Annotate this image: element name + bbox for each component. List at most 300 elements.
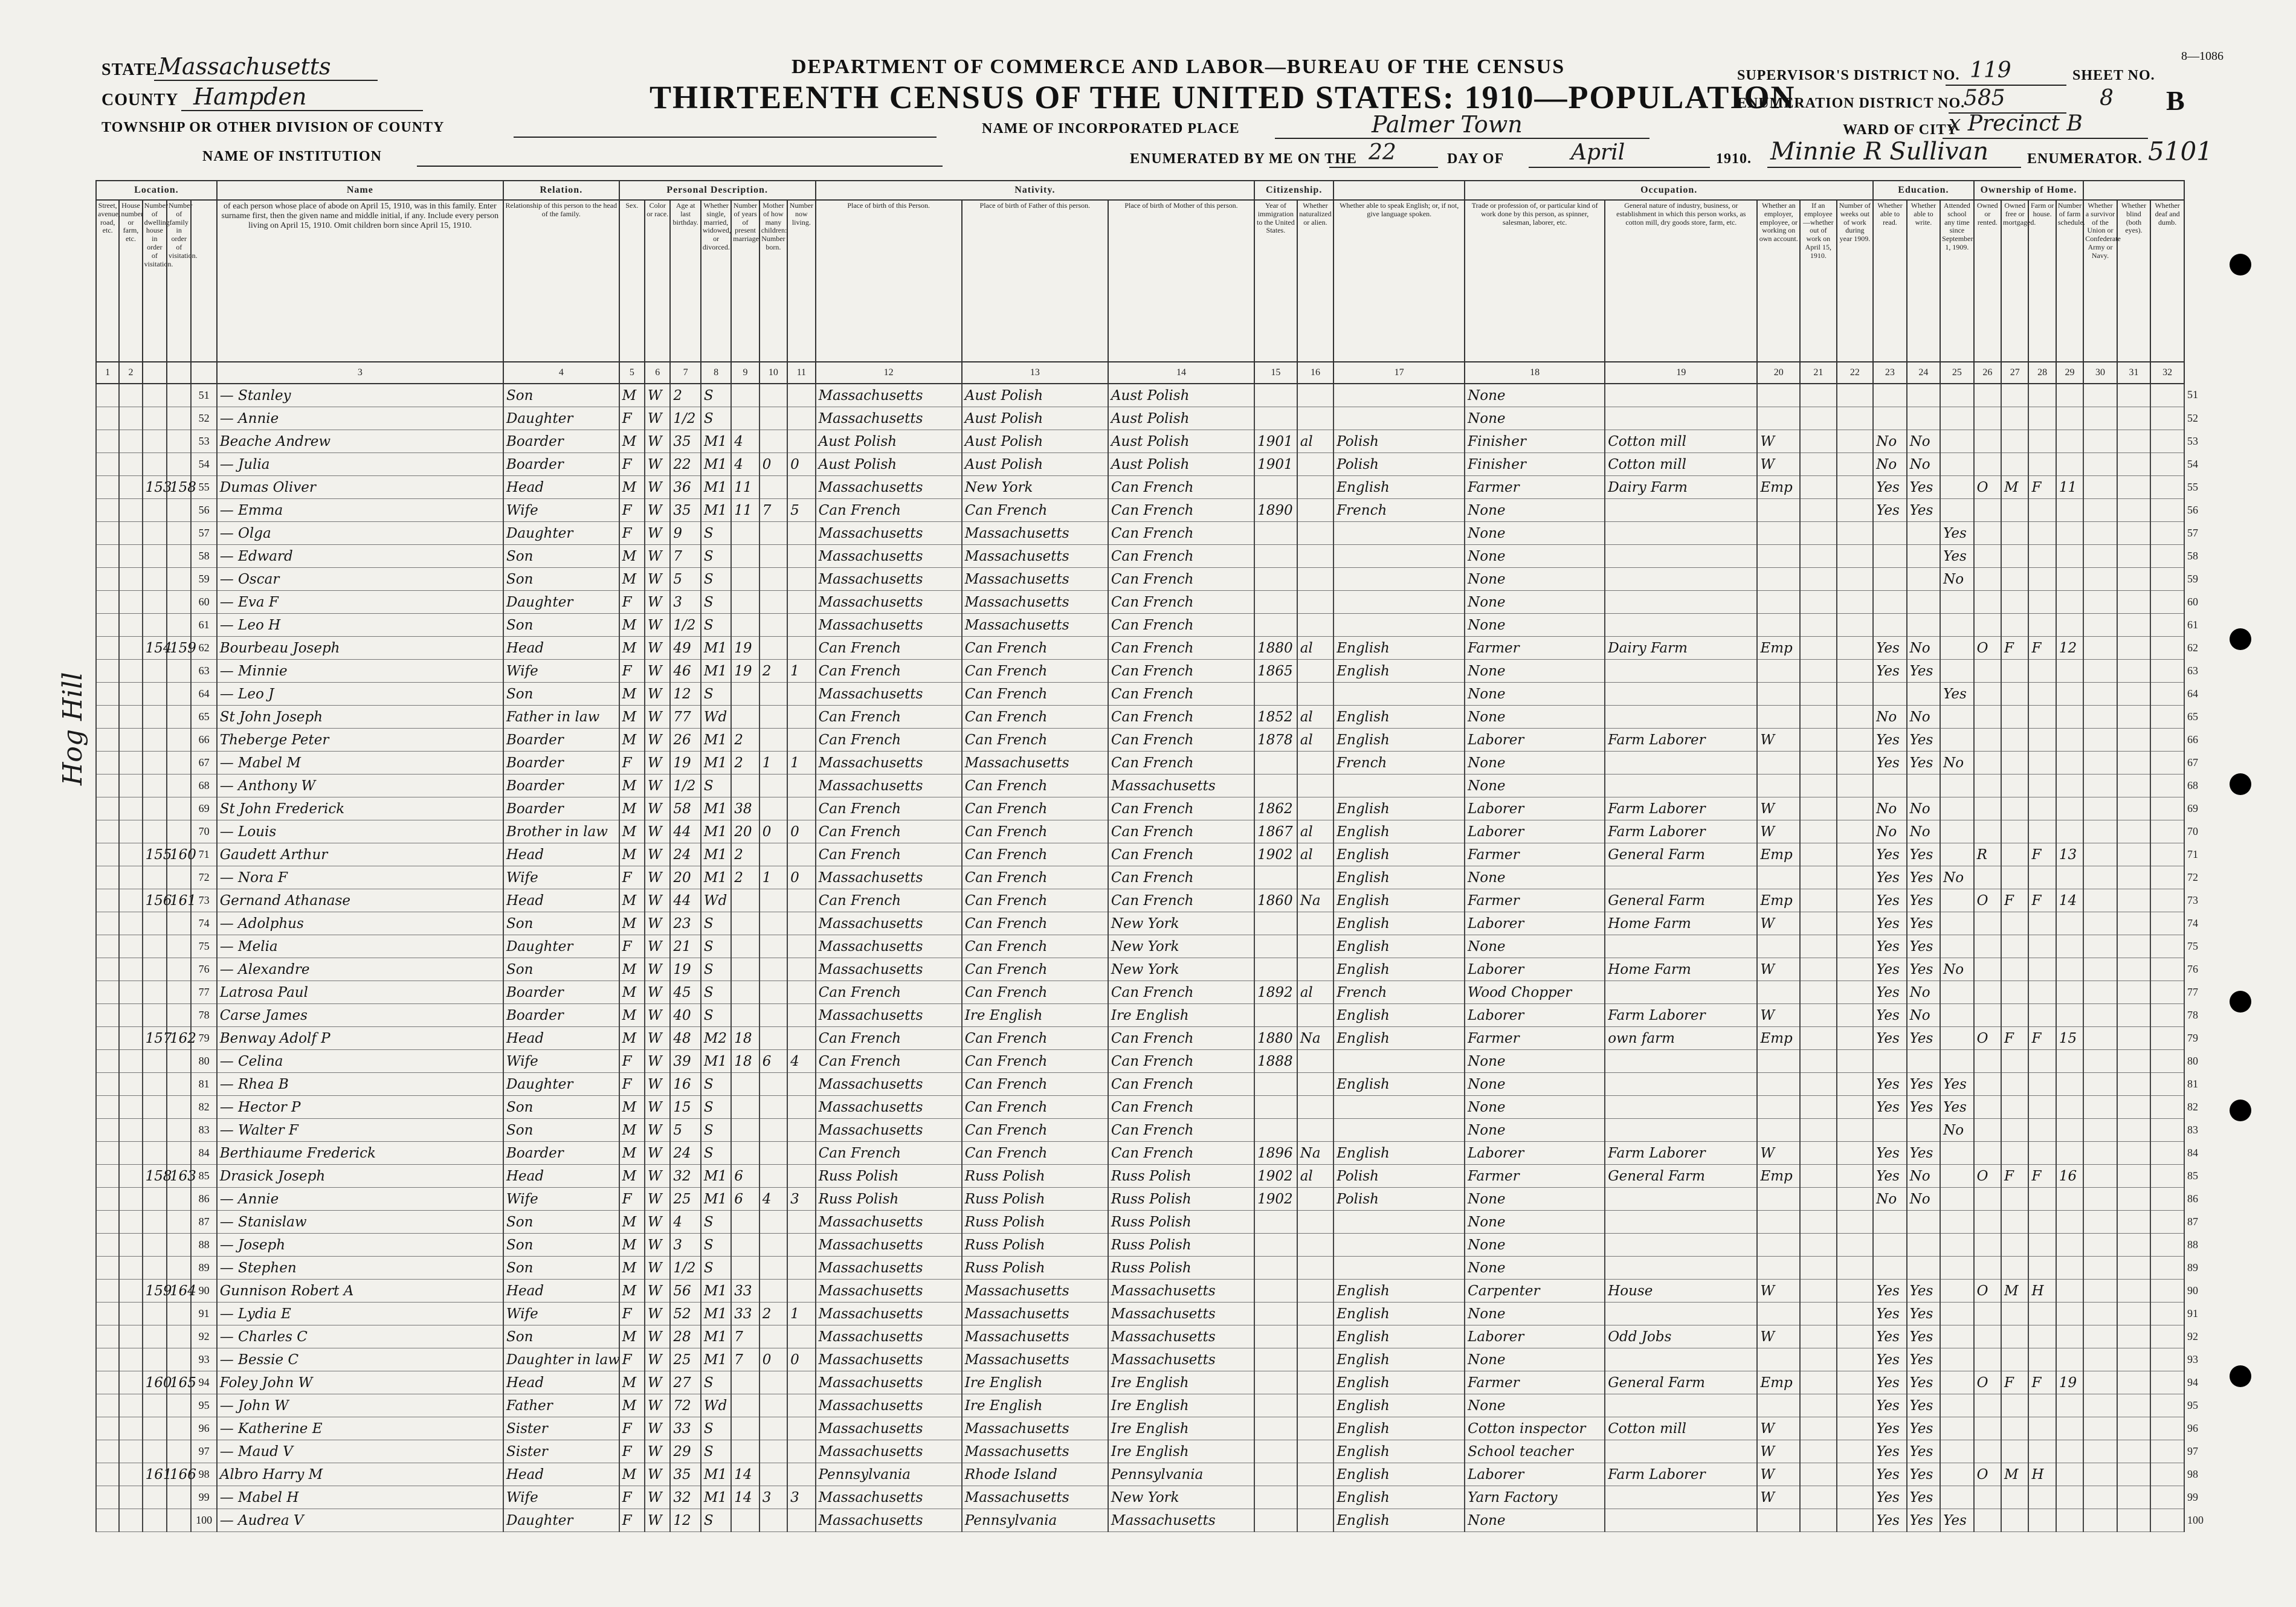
cell-sex: M bbox=[619, 1394, 645, 1417]
cell-read: Yes bbox=[1873, 729, 1906, 752]
cell-line: 72 bbox=[191, 866, 216, 889]
cell-mort bbox=[2001, 1303, 2028, 1325]
cell-imm bbox=[1254, 1303, 1297, 1325]
cell-empty bbox=[2117, 729, 2150, 752]
cell-own bbox=[1974, 1050, 2001, 1073]
right-line-number: 68 bbox=[2187, 779, 2198, 791]
cell-school bbox=[1940, 1165, 1974, 1188]
cell-empty bbox=[119, 1486, 142, 1509]
cell-lang bbox=[1333, 407, 1465, 430]
column-number: 15 bbox=[1254, 362, 1297, 384]
cell-empty bbox=[2150, 568, 2184, 591]
cell-pobf: Can French bbox=[962, 797, 1108, 820]
cell-race: W bbox=[645, 1119, 670, 1142]
cell-ind bbox=[1605, 407, 1757, 430]
cell-imm bbox=[1254, 476, 1297, 499]
cell-dw bbox=[143, 1257, 167, 1280]
cell-emp bbox=[1757, 1394, 1800, 1417]
cell-lang bbox=[1333, 1257, 1465, 1280]
cell-imm: 1901 bbox=[1254, 453, 1297, 476]
cell-pobm: Can French bbox=[1108, 889, 1254, 912]
cell-fam: 159 bbox=[167, 637, 191, 660]
right-line-number: 52 bbox=[2187, 411, 2198, 424]
cell-empty bbox=[2150, 476, 2184, 499]
cell-sex: M bbox=[619, 820, 645, 843]
cell-line: 51 bbox=[191, 384, 216, 407]
cell-nat: al bbox=[1297, 706, 1334, 729]
cell-empty bbox=[1800, 889, 1837, 912]
cell-farm bbox=[2056, 1188, 2083, 1211]
cell-empty bbox=[2150, 958, 2184, 981]
cell-occ: None bbox=[1465, 1394, 1605, 1417]
cell-fam bbox=[167, 1417, 191, 1440]
cell-race: W bbox=[645, 1325, 670, 1348]
cell-ms: S bbox=[701, 912, 731, 935]
cell-mort bbox=[2001, 935, 2028, 958]
cell-sex: M bbox=[619, 568, 645, 591]
cell-yrs: 20 bbox=[731, 820, 759, 843]
cell-line: 97 bbox=[191, 1440, 216, 1463]
cell-sex: M bbox=[619, 1257, 645, 1280]
cell-write: Yes bbox=[1907, 1394, 1940, 1417]
cell-imm bbox=[1254, 1073, 1297, 1096]
cell-read: No bbox=[1873, 430, 1906, 453]
cell-name: — Celina bbox=[217, 1050, 503, 1073]
cell-empty bbox=[1800, 1440, 1837, 1463]
cell-ind: Farm Laborer bbox=[1605, 1004, 1757, 1027]
cell-pob: Aust Polish bbox=[816, 453, 962, 476]
cell-fh bbox=[2028, 1004, 2056, 1027]
cell-empty bbox=[1837, 660, 1874, 683]
col-header-language: Whether able to speak English; or, if not, give language spoken. bbox=[1333, 200, 1465, 362]
cell-born: 0 bbox=[759, 453, 787, 476]
cell-living bbox=[787, 706, 815, 729]
cell-imm: 1901 bbox=[1254, 430, 1297, 453]
cell-yrs: 7 bbox=[731, 1325, 759, 1348]
column-number: 21 bbox=[1800, 362, 1837, 384]
cell-sex: F bbox=[619, 499, 645, 522]
cell-living bbox=[787, 430, 815, 453]
cell-lang: English bbox=[1333, 820, 1465, 843]
cell-dw bbox=[143, 453, 167, 476]
cell-ms: S bbox=[701, 384, 731, 407]
cell-empty bbox=[119, 1050, 142, 1073]
cell-born: 0 bbox=[759, 820, 787, 843]
column-number bbox=[191, 362, 216, 384]
cell-empty bbox=[1837, 820, 1874, 843]
cell-pobm: Russ Polish bbox=[1108, 1234, 1254, 1257]
sheet-number: 8 bbox=[2100, 86, 2114, 111]
cell-occ: Farmer bbox=[1465, 476, 1605, 499]
cell-pobm: Can French bbox=[1108, 820, 1254, 843]
cell-name: — Audrea V bbox=[217, 1509, 503, 1532]
cell-line: 58 bbox=[191, 545, 216, 568]
column-number bbox=[167, 362, 191, 384]
cell-ind bbox=[1605, 775, 1757, 797]
cell-pobm: Can French bbox=[1108, 545, 1254, 568]
cell-yrs: 6 bbox=[731, 1165, 759, 1188]
cell-age: 39 bbox=[670, 1050, 700, 1073]
cell-empty bbox=[119, 775, 142, 797]
cell-school bbox=[1940, 1004, 1974, 1027]
cell-pobf: Russ Polish bbox=[962, 1211, 1108, 1234]
cell-empty bbox=[96, 522, 119, 545]
cell-empty bbox=[1837, 1371, 1874, 1394]
cell-living: 1 bbox=[787, 660, 815, 683]
cell-pobm: New York bbox=[1108, 935, 1254, 958]
cell-farm bbox=[2056, 1509, 2083, 1532]
cell-name: — John W bbox=[217, 1394, 503, 1417]
cell-emp bbox=[1757, 1096, 1800, 1119]
group-location: Location. bbox=[96, 181, 217, 200]
cell-pobm: Massachusetts bbox=[1108, 1280, 1254, 1303]
cell-emp: W bbox=[1757, 1004, 1800, 1027]
cell-pobm: Ire English bbox=[1108, 1440, 1254, 1463]
cell-farm bbox=[2056, 706, 2083, 729]
cell-imm bbox=[1254, 1257, 1297, 1280]
cell-rel: Son bbox=[503, 683, 619, 706]
cell-imm: 1867 bbox=[1254, 820, 1297, 843]
cell-empty bbox=[2117, 958, 2150, 981]
cell-pob: Massachusetts bbox=[816, 1257, 962, 1280]
cell-empty bbox=[2150, 706, 2184, 729]
cell-farm bbox=[2056, 1004, 2083, 1027]
cell-empty bbox=[2117, 912, 2150, 935]
cell-empty bbox=[1800, 1142, 1837, 1165]
cell-born bbox=[759, 775, 787, 797]
cell-imm: 1902 bbox=[1254, 1188, 1297, 1211]
cell-fam bbox=[167, 660, 191, 683]
cell-born bbox=[759, 1280, 787, 1303]
cell-empty bbox=[2083, 1119, 2117, 1142]
cell-read bbox=[1873, 384, 1906, 407]
cell-dw bbox=[143, 1004, 167, 1027]
cell-mort bbox=[2001, 384, 2028, 407]
cell-empty bbox=[1800, 1463, 1837, 1486]
cell-pobm: Massachusetts bbox=[1108, 1348, 1254, 1371]
cell-born bbox=[759, 797, 787, 820]
cell-empty bbox=[1837, 935, 1874, 958]
cell-write: Yes bbox=[1907, 912, 1940, 935]
cell-dw: 161 bbox=[143, 1463, 167, 1486]
cell-line: 83 bbox=[191, 1119, 216, 1142]
cell-fh: F bbox=[2028, 637, 2056, 660]
table-row bbox=[96, 1463, 2184, 1486]
cell-farm bbox=[2056, 1096, 2083, 1119]
cell-occ: Wood Chopper bbox=[1465, 981, 1605, 1004]
cell-fh bbox=[2028, 1486, 2056, 1509]
cell-empty bbox=[1837, 958, 1874, 981]
right-line-number: 100 bbox=[2187, 1513, 2204, 1526]
cell-empty bbox=[1800, 1027, 1837, 1050]
cell-race: W bbox=[645, 889, 670, 912]
cell-line: 60 bbox=[191, 591, 216, 614]
cell-rel: Sister bbox=[503, 1417, 619, 1440]
column-number: 30 bbox=[2083, 362, 2117, 384]
cell-empty bbox=[96, 1371, 119, 1394]
cell-read bbox=[1873, 522, 1906, 545]
col-header-immigration-year: Year of immigration to the United States. bbox=[1254, 200, 1297, 362]
cell-dw bbox=[143, 568, 167, 591]
year-label: 1910. bbox=[1716, 151, 1752, 167]
cell-name: — Mabel H bbox=[217, 1486, 503, 1509]
cell-imm bbox=[1254, 1004, 1297, 1027]
cell-occ: Cotton inspector bbox=[1465, 1417, 1605, 1440]
cell-empty bbox=[1800, 729, 1837, 752]
cell-fam bbox=[167, 499, 191, 522]
column-number-row bbox=[96, 362, 2184, 384]
cell-empty bbox=[96, 660, 119, 683]
cell-own bbox=[1974, 1142, 2001, 1165]
cell-empty bbox=[2117, 1280, 2150, 1303]
group-nativity: Nativity. bbox=[816, 181, 1254, 200]
cell-line: 90 bbox=[191, 1280, 216, 1303]
cell-born bbox=[759, 430, 787, 453]
cell-lang bbox=[1333, 568, 1465, 591]
cell-nat bbox=[1297, 866, 1334, 889]
enumeration-district-label: ENUMERATION DISTRICT NO. bbox=[1737, 95, 1965, 111]
cell-name: — Maud V bbox=[217, 1440, 503, 1463]
cell-write bbox=[1907, 1257, 1940, 1280]
cell-line: 91 bbox=[191, 1303, 216, 1325]
day-underline bbox=[1329, 167, 1438, 168]
cell-empty bbox=[1837, 1325, 1874, 1348]
cell-mort bbox=[2001, 706, 2028, 729]
cell-sex: F bbox=[619, 866, 645, 889]
table-row bbox=[96, 1073, 2184, 1096]
right-line-number: 99 bbox=[2187, 1490, 2198, 1503]
cell-ms: M1 bbox=[701, 820, 731, 843]
cell-empty bbox=[96, 1096, 119, 1119]
cell-nat: Na bbox=[1297, 1027, 1334, 1050]
cell-rel: Son bbox=[503, 1211, 619, 1234]
cell-yrs bbox=[731, 958, 759, 981]
cell-age: 5 bbox=[670, 1119, 700, 1142]
cell-rel: Wife bbox=[503, 1188, 619, 1211]
cell-empty bbox=[2117, 1394, 2150, 1417]
cell-sex: F bbox=[619, 1486, 645, 1509]
cell-empty bbox=[119, 797, 142, 820]
cell-fam bbox=[167, 958, 191, 981]
cell-yrs: 4 bbox=[731, 430, 759, 453]
cell-ind bbox=[1605, 935, 1757, 958]
cell-race: W bbox=[645, 430, 670, 453]
cell-rel: Son bbox=[503, 1234, 619, 1257]
cell-rel: Boarder bbox=[503, 1004, 619, 1027]
cell-empty bbox=[96, 866, 119, 889]
cell-ms: M1 bbox=[701, 476, 731, 499]
cell-sex: M bbox=[619, 1096, 645, 1119]
cell-read bbox=[1873, 1234, 1906, 1257]
cell-school bbox=[1940, 889, 1974, 912]
cell-empty bbox=[1800, 545, 1837, 568]
cell-age: 56 bbox=[670, 1280, 700, 1303]
cell-own bbox=[1974, 981, 2001, 1004]
column-number: 29 bbox=[2056, 362, 2083, 384]
cell-yrs: 18 bbox=[731, 1027, 759, 1050]
cell-farm: 16 bbox=[2056, 1165, 2083, 1188]
cell-write: No bbox=[1907, 797, 1940, 820]
cell-read bbox=[1873, 1211, 1906, 1234]
cell-empty bbox=[1837, 1165, 1874, 1188]
cell-empty bbox=[1800, 935, 1837, 958]
cell-born bbox=[759, 614, 787, 637]
cell-lang: English bbox=[1333, 1027, 1465, 1050]
cell-school bbox=[1940, 1394, 1974, 1417]
cell-lang: English bbox=[1333, 912, 1465, 935]
cell-pob: Massachusetts bbox=[816, 1234, 962, 1257]
cell-empty bbox=[96, 752, 119, 775]
cell-empty bbox=[1837, 407, 1874, 430]
cell-yrs bbox=[731, 1509, 759, 1532]
cell-imm bbox=[1254, 1509, 1297, 1532]
cell-pob: Massachusetts bbox=[816, 1303, 962, 1325]
cell-own bbox=[1974, 1234, 2001, 1257]
cell-imm bbox=[1254, 1348, 1297, 1371]
cell-empty bbox=[2150, 430, 2184, 453]
cell-empty bbox=[119, 1234, 142, 1257]
cell-age: 46 bbox=[670, 660, 700, 683]
cell-emp bbox=[1757, 591, 1800, 614]
cell-read: No bbox=[1873, 797, 1906, 820]
cell-nat bbox=[1297, 1348, 1334, 1371]
cell-name: Drasick Joseph bbox=[217, 1165, 503, 1188]
cell-empty bbox=[119, 522, 142, 545]
cell-imm bbox=[1254, 752, 1297, 775]
right-line-number: 67 bbox=[2187, 756, 2198, 768]
table-row bbox=[96, 1486, 2184, 1509]
cell-imm bbox=[1254, 545, 1297, 568]
cell-write: Yes bbox=[1907, 1348, 1940, 1371]
cell-farm: 12 bbox=[2056, 637, 2083, 660]
cell-imm: 1880 bbox=[1254, 1027, 1297, 1050]
cell-line: 64 bbox=[191, 683, 216, 706]
cell-dw bbox=[143, 1211, 167, 1234]
cell-emp bbox=[1757, 1257, 1800, 1280]
cell-empty bbox=[1800, 1234, 1837, 1257]
cell-age: 2 bbox=[670, 384, 700, 407]
cell-rel: Father bbox=[503, 1394, 619, 1417]
cell-school: No bbox=[1940, 958, 1974, 981]
cell-empty bbox=[2117, 1188, 2150, 1211]
cell-nat bbox=[1297, 591, 1334, 614]
cell-age: 16 bbox=[670, 1073, 700, 1096]
cell-empty bbox=[119, 729, 142, 752]
cell-born bbox=[759, 1371, 787, 1394]
cell-pobf: Massachusetts bbox=[962, 1280, 1108, 1303]
cell-fam bbox=[167, 1211, 191, 1234]
cell-pobm: Ire English bbox=[1108, 1417, 1254, 1440]
cell-empty bbox=[2083, 1165, 2117, 1188]
table-row bbox=[96, 591, 2184, 614]
cell-pobf: Massachusetts bbox=[962, 1417, 1108, 1440]
cell-school: No bbox=[1940, 568, 1974, 591]
cell-pob: Massachusetts bbox=[816, 1211, 962, 1234]
cell-lang bbox=[1333, 1119, 1465, 1142]
cell-empty bbox=[1800, 683, 1837, 706]
cell-ind: General Farm bbox=[1605, 889, 1757, 912]
cell-rel: Head bbox=[503, 843, 619, 866]
cell-line: 56 bbox=[191, 499, 216, 522]
cell-fam: 165 bbox=[167, 1371, 191, 1394]
cell-pobm: Can French bbox=[1108, 843, 1254, 866]
cell-nat bbox=[1297, 1417, 1334, 1440]
stamped-number: 5101 bbox=[2148, 137, 2213, 166]
cell-emp bbox=[1757, 935, 1800, 958]
cell-living bbox=[787, 1371, 815, 1394]
cell-imm bbox=[1254, 1394, 1297, 1417]
cell-empty bbox=[1800, 1096, 1837, 1119]
cell-occ: Farmer bbox=[1465, 1027, 1605, 1050]
cell-school bbox=[1940, 1440, 1974, 1463]
group-ownership: Ownership of Home. bbox=[1974, 181, 2084, 200]
cell-empty bbox=[2150, 775, 2184, 797]
cell-empty bbox=[2083, 752, 2117, 775]
cell-ind bbox=[1605, 752, 1757, 775]
table-row bbox=[96, 683, 2184, 706]
cell-race: W bbox=[645, 1463, 670, 1486]
cell-fam bbox=[167, 522, 191, 545]
col-header-dwelling-number: Number of dwelling house in order of visitation. bbox=[143, 200, 167, 362]
cell-dw: 158 bbox=[143, 1165, 167, 1188]
cell-ms: Wd bbox=[701, 889, 731, 912]
cell-farm bbox=[2056, 614, 2083, 637]
cell-fam bbox=[167, 820, 191, 843]
cell-school bbox=[1940, 775, 1974, 797]
right-line-number: 80 bbox=[2187, 1054, 2198, 1067]
cell-yrs bbox=[731, 522, 759, 545]
cell-lang: French bbox=[1333, 752, 1465, 775]
cell-pobf: Pennsylvania bbox=[962, 1509, 1108, 1532]
cell-name: — Leo H bbox=[217, 614, 503, 637]
cell-own bbox=[1974, 1325, 2001, 1348]
cell-empty bbox=[2150, 1417, 2184, 1440]
cell-dw bbox=[143, 1050, 167, 1073]
cell-read: Yes bbox=[1873, 1463, 1906, 1486]
cell-name: — Edward bbox=[217, 545, 503, 568]
column-number: 28 bbox=[2028, 362, 2056, 384]
cell-own bbox=[1974, 1303, 2001, 1325]
cell-pobf: Ire English bbox=[962, 1004, 1108, 1027]
cell-pob: Can French bbox=[816, 499, 962, 522]
column-number: 17 bbox=[1333, 362, 1465, 384]
cell-emp bbox=[1757, 683, 1800, 706]
cell-rel: Head bbox=[503, 1165, 619, 1188]
cell-pobf: Can French bbox=[962, 499, 1108, 522]
cell-rel: Head bbox=[503, 889, 619, 912]
cell-write: No bbox=[1907, 1004, 1940, 1027]
cell-empty bbox=[1800, 797, 1837, 820]
cell-lang: English bbox=[1333, 1509, 1465, 1532]
cell-fam bbox=[167, 1325, 191, 1348]
cell-empty bbox=[96, 683, 119, 706]
cell-name: — Mabel M bbox=[217, 752, 503, 775]
cell-empty bbox=[2117, 1257, 2150, 1280]
cell-name: Latrosa Paul bbox=[217, 981, 503, 1004]
cell-sex: F bbox=[619, 660, 645, 683]
cell-line: 54 bbox=[191, 453, 216, 476]
cell-name: — Leo J bbox=[217, 683, 503, 706]
cell-empty bbox=[2117, 843, 2150, 866]
cell-sex: M bbox=[619, 683, 645, 706]
table-row bbox=[96, 958, 2184, 981]
cell-lang: Polish bbox=[1333, 1165, 1465, 1188]
table-row bbox=[96, 1142, 2184, 1165]
cell-farm bbox=[2056, 1119, 2083, 1142]
cell-pobm: Can French bbox=[1108, 476, 1254, 499]
cell-emp: Emp bbox=[1757, 843, 1800, 866]
cell-ind bbox=[1605, 1073, 1757, 1096]
